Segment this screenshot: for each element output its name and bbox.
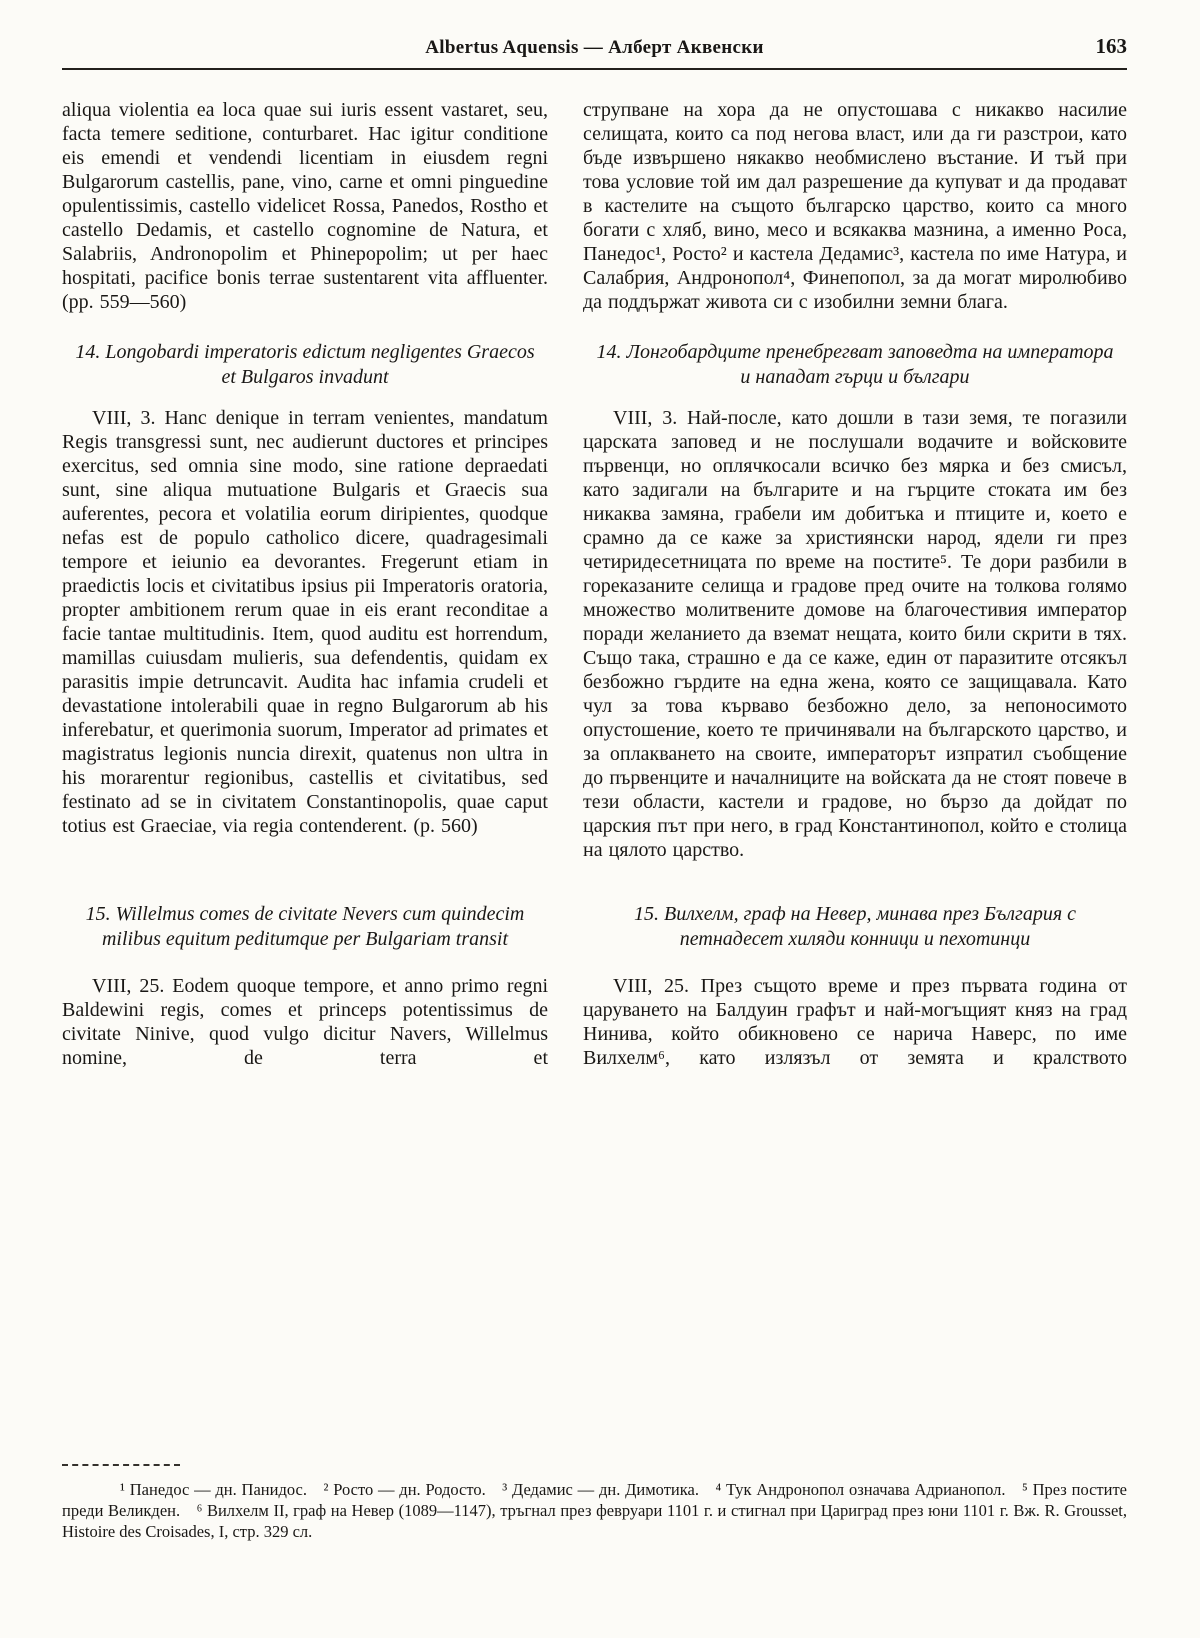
page-number: 163	[1095, 34, 1127, 58]
section-15-heading-bulgarian: 15. Вилхелм, граф на Невер, минава през България с петнадесет хиляди конници и пехотинци	[633, 903, 1076, 950]
footnote-text: ¹ Панедос — дн. Панидос. ² Росто — дн. Родосто. ³ Дедамис — дн. Димотика. ⁴ Тук Андронопол означава Адрианопол. ⁵ През постите преди Великден. ⁶ Вилхелм II, граф на Невер (1089—1147), тръгнал през февруари 1101 г. и стигнал при Цариград през юни 1101 г. Вж. R. Grousset, Histoire des Croisades, I, стр. 329 сл.	[62, 1480, 1127, 1541]
section-14-paragraph-bulgarian: VIII, 3. Най-после, като дошли в тази земя, те погазили царската заповед и не послушали водачите и войсковите първенци, но оплячкосали всичко без мярка и без смисъл, като задигали на българите и на гърците стоката им без никаква замяна, грабели им добитъка и птиците и, което е срамно да се каже за християнски народ, ядели ги през четиридесетницата по време на постите⁵. Те дори разбили в гореказаните селища и градове пред очите на толкова голямо множество молитвените домове на благочестивия император поради желанието да вземат нещата, които били скрити в тях. Също така, страшно е да се каже, един от паразитите отсякъл безбожно гърдите на една жена, която се защищавала. Като чул за това кърваво безбожно дело, за непоносимото опустошение, което те причинявали на българското царство, и за оплакването на своите, императорът изпратил съобщение до първенците и началниците на войската да не стоят повече в тези области, кастели и градове, но бързо да дойдат по царския път при него, в град Константинопол, който е столица на цялото царство.	[583, 407, 1127, 861]
bulgarian-continuation-paragraph: струпване на хора да не опустошава с никакво насилие селищата, които са под негова власт, или да ги разстрои, като бъде извършено някакво необмислено въстание. И тъй при това условие той им дал разрешение да купуват и да продават в кастелите на същото българско царство, които са много богати с хляб, вино, месо и всякаква мазнина, а именно Роса, Панедос¹, Росто² и кастела Дедамис³, кастела по име Натура, и Салабрия, Андронопол⁴, Финепопол, за да могат миролюбиво да поддържат живота си с изобилни земни блага.	[583, 99, 1127, 313]
section-14-paragraph-latin: VIII, 3. Hanc denique in terram venientes, mandatum Regis transgressi sunt, nec audierunt ductores et principes exercitus, sed omnia sine modo, sine ratione depraedati sunt, sine aliqua mutuatione Bulgaris et Graecis sua auferentes, pecora et volatilia eorum diripientes, quodque nefas est de populo catholico dicere, quadragesimali tempore et ieiunio ea devorantes. Fregerunt etiam in praedictis locis et civitatibus ipsius pii Imperatoris oratoria, propter ambitionem rerum quae in eis erant reconditae a facie tantae multitudinis. Item, quod auditu est horrendum, mamillas cuiusdam mulieris, sua defendentis, quidam ex parasitis impie detruncavit. Audita hac infamia crudeli et devastatione intolerabili quae in regno Bulgarorum ab his inferebatur, et querimonia suorum, Imperator ad primates et magistratus legionis nuncia direxit, quatenus non ultra in his morarentur regionibus, castellis et civitatibus, sed festinato ad se in civitatem Constantinopolis, quae caput totius est Graeciae, via regia contenderent. (p. 560)	[62, 407, 548, 837]
section-15-paragraph-bulgarian: VIII, 25. През същото време и през първата година от царуването на Балдуин графът и най-могъщият княз на град Нинива, който обикновено се нарича Наверс, по име Вилхелм⁶, като излязъл от земята и кралството	[583, 975, 1127, 1069]
footnote-section	[62, 1464, 1127, 1542]
section-14-heading-bulgarian: 14. Лонгобардците пренебрегват заповедта на императора и нападат гърци и българи	[596, 341, 1114, 388]
section-14-heading-latin: 14. Longobardi imperatoris edictum negligentes Graecos et Bulgaros invadunt	[75, 341, 535, 388]
section-15-heading-latin: 15. Willelmus comes de civitate Nevers cum quindecim milibus equitum peditumque per Bulgariam transit	[85, 903, 525, 950]
footnote-rule	[62, 1464, 180, 1466]
section-15-paragraph-latin: VIII, 25. Eodem quoque tempore, et anno primo regni Baldewini regis, comes et princeps potentissimus de civitate Ninive, quod vulgo dicitur Navers, Willelmus nomine, de terra et	[62, 975, 548, 1069]
page-header	[62, 34, 1127, 59]
header-rule	[62, 68, 1127, 70]
running-title: Albertus Aquensis — Алберт Аквенски	[425, 37, 764, 58]
latin-continuation-paragraph: aliqua violentia ea loca quae sui iuris essent vastaret, seu, facta temere seditione, conturbaret. Hac igitur conditione eis emendi et vendendi licentiam in eiusdem regni Bulgarorum castellis, pane, vino, carne et omni pinguedine opulentissimis, castello videlicet Rossa, Panedos, Rostho et castello Dedamis, et castello cognomine de Natura, et Salabriis, Andronopolim et Phinepopolim; ut per haec hospitati, pacifice bonis terrae sustentarent vita affluenter. (pp. 559—560)	[62, 99, 548, 313]
two-column-body	[62, 98, 1127, 1070]
